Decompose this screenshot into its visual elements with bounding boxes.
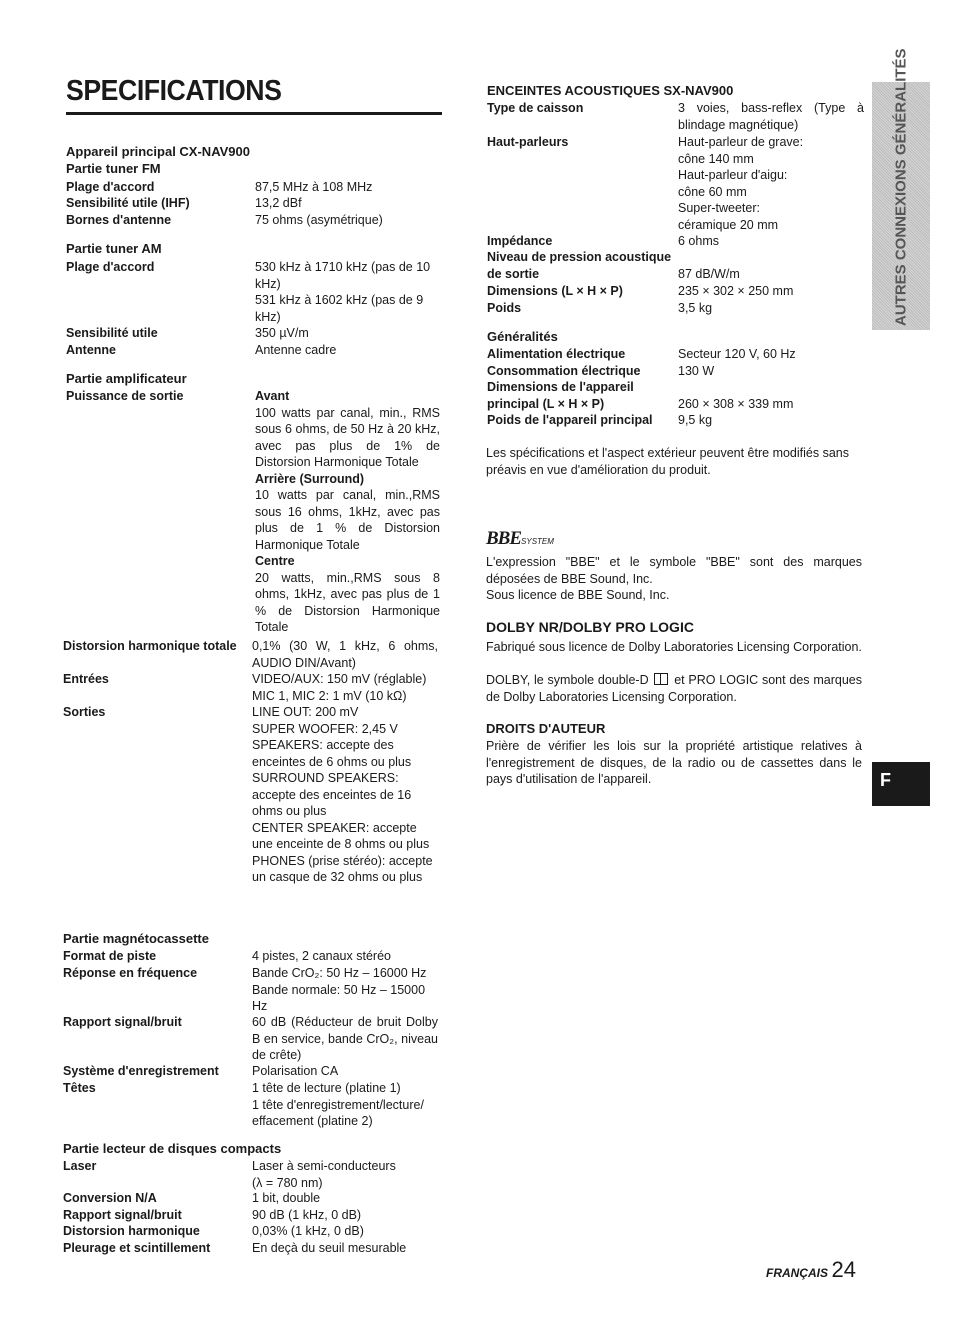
tape-snr-value: 60 dB (Réducteur de bruit Dolby B en service, bande CrO₂, niveau de crête) bbox=[252, 1015, 438, 1062]
dimensions-label: Dimensions (L × H × P) bbox=[487, 284, 623, 298]
spl-label-2: de sortie bbox=[487, 267, 540, 281]
page-title: SPECIFICATIONS bbox=[66, 75, 282, 107]
footer-language: FRANÇAIS bbox=[766, 1266, 828, 1280]
impedance-label: Impédance bbox=[487, 234, 553, 248]
tape-rec-value: Polarisation CA bbox=[252, 1064, 339, 1078]
tape-heads-value-1: 1 tête de lecture (platine 1) bbox=[252, 1081, 401, 1095]
cd-label: Distorsion harmonique bbox=[63, 1224, 200, 1238]
drivers-line: cône 60 mm bbox=[678, 184, 747, 199]
outputs-line: SURROUND SPEAKERS: accepte des enceintes de 16 ohms ou plus bbox=[252, 771, 412, 818]
tape-heads-label: Têtes bbox=[63, 1081, 96, 1095]
general-heading: Généralités bbox=[487, 329, 558, 344]
gen-dim-value: 260 × 308 × 339 mm bbox=[678, 397, 794, 411]
drivers-values bbox=[678, 134, 864, 233]
spec-notice: Les spécifications et l'aspect extérieur peuvent être modifiés sans préavis en vue d'amélioration du produit. bbox=[486, 446, 849, 477]
outputs-line: SUPER WOOFER: 2,45 V bbox=[252, 721, 398, 736]
cd-laser-value-2: (λ = 780 nm) bbox=[252, 1175, 323, 1190]
am-antenna-value: Antenne cadre bbox=[255, 343, 337, 357]
tape-track-value: 4 pistes, 2 canaux stéréo bbox=[252, 949, 391, 963]
cd-value: 90 dB (1 kHz, 0 dB) bbox=[252, 1208, 362, 1222]
fm-heading: Partie tuner FM bbox=[66, 161, 161, 176]
tape-freq-values bbox=[252, 965, 440, 1015]
drivers-line: cône 140 mm bbox=[678, 151, 754, 166]
gen-consumption-value: 130 W bbox=[678, 364, 715, 378]
fm-value: 75 ohms (asymétrique) bbox=[255, 213, 383, 227]
thd-label: Distorsion harmonique totale bbox=[63, 639, 237, 653]
spl-value: 87 dB/W/m bbox=[678, 267, 740, 281]
drivers-line: Haut-parleur de grave: bbox=[678, 135, 804, 149]
amp-rear-text: 10 watts par canal, min.,RMS sous 16 ohms, 1kHz, avec pas plus de 1 % de Distorsion Harmonique Totale bbox=[255, 488, 440, 552]
am-range-value-2: 531 kHz à 1602 kHz (pas de 9 kHz) bbox=[255, 293, 424, 324]
drivers-line: Super-tweeter: bbox=[678, 201, 760, 215]
cd-value: 0,03% (1 kHz, 0 dB) bbox=[252, 1224, 364, 1238]
amp-rear-title: Arrière (Surround) bbox=[255, 471, 365, 486]
cd-heading: Partie lecteur de disques compacts bbox=[63, 1141, 282, 1156]
language-tab bbox=[872, 762, 930, 806]
dolby-text-1: Fabriqué sous licence de Dolby Laboratories Licensing Corporation. bbox=[486, 640, 862, 654]
tape-freq-value-1: Bande CrO₂: 50 Hz – 16000 Hz bbox=[252, 966, 427, 980]
am-sens-value: 350 µV/m bbox=[255, 326, 309, 340]
drivers-line: Haut-parleur d'aigu: bbox=[678, 168, 788, 182]
copyright-text: Prière de vérifier les lois sur la propriété artistique relatives à l'enregistrement de disques, de la radio ou de cassettes dans le pays d'utilisation de l'appareil. bbox=[486, 739, 862, 786]
tape-snr-label: Rapport signal/bruit bbox=[63, 1015, 182, 1029]
gen-weight-label: Poids de l'appareil principal bbox=[487, 413, 653, 427]
outputs-line: PHONES (prise stéréo): accepte un casque de 32 ohms ou plus bbox=[252, 853, 433, 884]
inputs-value-2: MIC 1, MIC 2: 1 mV (10 kΩ) bbox=[252, 688, 407, 703]
amp-power-label: Puissance de sortie bbox=[66, 389, 184, 403]
tape-rec-label: Système d'enregistrement bbox=[63, 1064, 219, 1078]
am-sens-label: Sensibilité utile bbox=[66, 326, 158, 340]
fm-value: 87,5 MHz à 108 MHz bbox=[255, 180, 373, 194]
bbe-logo bbox=[486, 528, 554, 551]
tape-heading: Partie magnétocassette bbox=[63, 931, 209, 946]
drivers-line: céramique 20 mm bbox=[678, 217, 779, 232]
fm-label: Sensibilité utile (IHF) bbox=[66, 196, 190, 210]
amp-center-title: Centre bbox=[255, 554, 295, 568]
gen-power-label: Alimentation électrique bbox=[487, 347, 626, 361]
page-footer bbox=[766, 1257, 856, 1282]
amp-front-title: Avant bbox=[255, 389, 290, 403]
tape-freq-label: Réponse en fréquence bbox=[63, 966, 198, 980]
tape-freq-value-2: Bande normale: 50 Hz – 15000 Hz bbox=[252, 982, 426, 1013]
speakers-heading: ENCEINTES ACOUSTIQUES SX-NAV900 bbox=[487, 83, 734, 98]
dimensions-value: 235 × 302 × 250 mm bbox=[678, 284, 794, 298]
impedance-value: 6 ohms bbox=[678, 234, 719, 248]
gen-dim-label-1: Dimensions de l'appareil bbox=[487, 380, 634, 394]
cabinet-label: Type de caisson bbox=[487, 101, 584, 115]
bbe-logo-system: SYSTEM bbox=[521, 537, 554, 546]
section-side-tab-label: AUTRES CONNEXIONS GÉNÉRALITÉS bbox=[892, 48, 910, 326]
fm-label: Bornes d'antenne bbox=[66, 213, 172, 227]
language-tab-label: F bbox=[880, 770, 891, 790]
tape-heads-values bbox=[252, 1080, 440, 1130]
spl-label-1: Niveau de pression acoustique bbox=[487, 250, 672, 264]
amp-center-text: 20 watts, min.,RMS sous 8 ohms, 1kHz, avec pas plus de 1 % de Distorsion Harmonique Totale bbox=[255, 570, 440, 634]
gen-consumption-label: Consommation électrique bbox=[487, 364, 641, 378]
cd-label: Pleurage et scintillement bbox=[63, 1241, 211, 1255]
section-side-tab bbox=[872, 48, 930, 330]
cd-value: En deçà du seuil mesurable bbox=[252, 1241, 407, 1255]
weight-label: Poids bbox=[487, 301, 522, 315]
amp-heading: Partie amplificateur bbox=[66, 371, 187, 386]
outputs-label: Sorties bbox=[63, 705, 106, 719]
am-antenna-label: Antenne bbox=[66, 343, 116, 357]
gen-dim-label-2: principal (L × H × P) bbox=[487, 397, 605, 411]
dolby-text-2b: et PRO LOGIC sont des marques de Dolby Laboratories Licensing Corporation. bbox=[486, 673, 862, 704]
cd-label: Rapport signal/bruit bbox=[63, 1208, 182, 1222]
dolby-text-2a: DOLBY, le symbole double-D bbox=[486, 673, 649, 687]
bbe-text: L'expression "BBE" et le symbole "BBE" sont des marques déposées de BBE Sound, Inc. bbox=[486, 555, 862, 586]
inputs-value-1: VIDEO/AUX: 150 mV (réglable) bbox=[252, 672, 427, 686]
drivers-label: Haut-parleurs bbox=[487, 135, 569, 149]
thd-value: 0,1% (30 W, 1 kHz, 6 ohms, AUDIO DIN/Avant) bbox=[252, 639, 438, 670]
weight-value: 3,5 kg bbox=[678, 301, 713, 315]
page-number: 24 bbox=[831, 1257, 856, 1282]
am-range-value-1: 530 kHz à 1710 kHz (pas de 10 kHz) bbox=[255, 260, 431, 291]
cd-value: 1 bit, double bbox=[252, 1191, 321, 1205]
gen-power-value: Secteur 120 V, 60 Hz bbox=[678, 347, 796, 361]
gen-weight-value: 9,5 kg bbox=[678, 413, 713, 427]
dolby-double-d-icon bbox=[654, 673, 668, 685]
amp-power-block bbox=[255, 388, 440, 636]
main-unit-heading: Appareil principal CX-NAV900 bbox=[66, 144, 250, 159]
am-range-label: Plage d'accord bbox=[66, 260, 155, 274]
copyright-heading: DROITS D'AUTEUR bbox=[486, 721, 606, 736]
amp-front-text: 100 watts par canal, min., RMS sous 6 ohms, de 50 Hz à 20 kHz, avec pas plus de 1% de Distorsion Harmonique Totale bbox=[255, 405, 440, 469]
outputs-line: LINE OUT: 200 mV bbox=[252, 705, 359, 719]
cd-laser-value-1: Laser à semi-conducteurs bbox=[252, 1159, 396, 1173]
fm-label: Plage d'accord bbox=[66, 180, 155, 194]
cd-laser-values bbox=[252, 1158, 396, 1191]
dolby-heading: DOLBY NR/DOLBY PRO LOGIC bbox=[486, 619, 694, 635]
outputs-line: SPEAKERS: accepte des enceintes de 6 ohms ou plus bbox=[252, 738, 412, 769]
cabinet-value: 3 voies, bass-reflex (Type à blindage magnétique) bbox=[678, 101, 864, 132]
inputs-label: Entrées bbox=[63, 672, 109, 686]
inputs-values bbox=[252, 671, 442, 704]
fm-value: 13,2 dBf bbox=[255, 196, 302, 210]
bbe-logo-mark: BBE bbox=[486, 528, 522, 549]
tape-heads-value-2: 1 tête d'enregistrement/lecture/ effacement (platine 2) bbox=[252, 1097, 424, 1128]
dolby-text-2 bbox=[486, 672, 862, 705]
title-underline bbox=[66, 112, 442, 115]
outputs-values bbox=[252, 704, 438, 886]
cd-label: Conversion N/A bbox=[63, 1191, 157, 1205]
cd-laser-label: Laser bbox=[63, 1159, 97, 1173]
bbe-license: Sous licence de BBE Sound, Inc. bbox=[486, 588, 670, 602]
outputs-line: CENTER SPEAKER: accepte une enceinte de 8 ohms ou plus bbox=[252, 820, 430, 851]
am-heading: Partie tuner AM bbox=[66, 241, 162, 256]
tape-track-label: Format de piste bbox=[63, 949, 157, 963]
